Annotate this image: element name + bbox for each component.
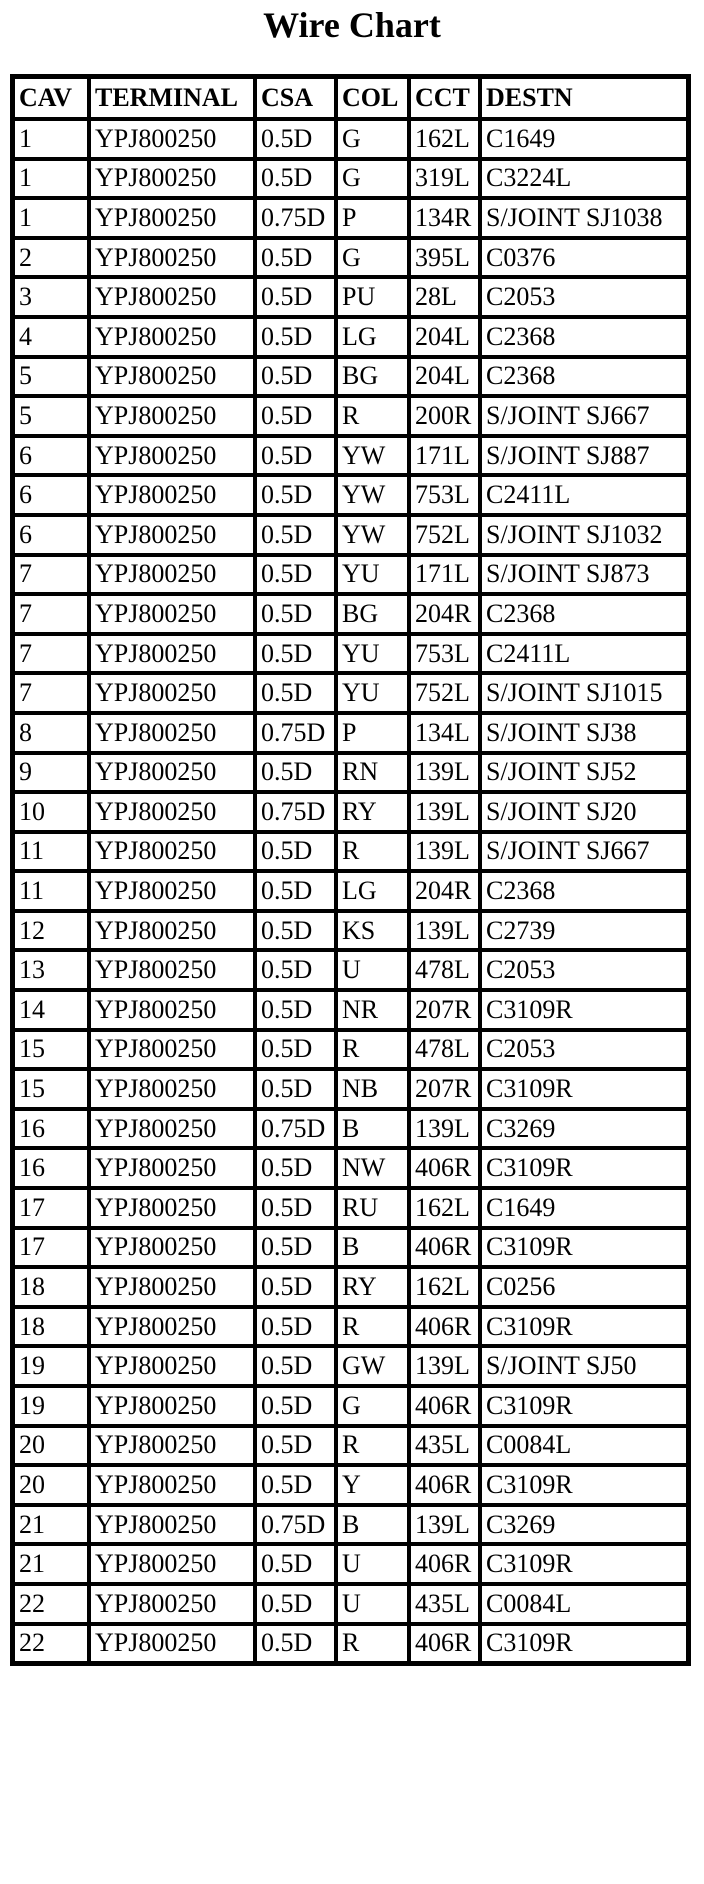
- cell-destn: S/JOINT SJ667: [480, 396, 688, 436]
- cell-terminal: YPJ800250: [89, 1505, 255, 1545]
- cell-destn: C1649: [480, 119, 688, 159]
- table-row: [13, 1465, 688, 1505]
- cell-destn: C3269: [480, 1109, 688, 1149]
- cell-cav: 21: [13, 1505, 89, 1545]
- cell-destn: C2411L: [480, 634, 688, 674]
- cell-cct: 406R: [409, 1228, 480, 1268]
- cell-destn: C0084L: [480, 1584, 688, 1624]
- cell-terminal: YPJ800250: [89, 634, 255, 674]
- cell-col: P: [336, 198, 409, 238]
- cell-destn: C3269: [480, 1505, 688, 1545]
- table-row: [13, 396, 688, 436]
- cell-destn: S/JOINT SJ873: [480, 555, 688, 595]
- cell-csa: 0.5D: [255, 1069, 336, 1109]
- cell-cct: 139L: [409, 1505, 480, 1545]
- cell-destn: C3109R: [480, 1228, 688, 1268]
- cell-csa: 0.5D: [255, 673, 336, 713]
- cell-csa: 0.5D: [255, 1544, 336, 1584]
- cell-cct: 162L: [409, 1267, 480, 1307]
- cell-terminal: YPJ800250: [89, 1584, 255, 1624]
- table-row: [13, 753, 688, 793]
- cell-cct: 406R: [409, 1148, 480, 1188]
- cell-terminal: YPJ800250: [89, 555, 255, 595]
- cell-cct: 171L: [409, 436, 480, 476]
- cell-terminal: YPJ800250: [89, 1148, 255, 1188]
- cell-cct: 139L: [409, 1346, 480, 1386]
- cell-col: YW: [336, 436, 409, 476]
- cell-col: LG: [336, 871, 409, 911]
- table-row: [13, 1030, 688, 1070]
- table-row: [13, 1307, 688, 1347]
- cell-col: GW: [336, 1346, 409, 1386]
- cell-cav: 7: [13, 594, 89, 634]
- cell-cav: 18: [13, 1267, 89, 1307]
- cell-cav: 20: [13, 1426, 89, 1466]
- cell-cct: 162L: [409, 119, 480, 159]
- cell-terminal: YPJ800250: [89, 1069, 255, 1109]
- cell-destn: C2053: [480, 950, 688, 990]
- cell-cav: 6: [13, 436, 89, 476]
- cell-csa: 0.75D: [255, 713, 336, 753]
- table-row: [13, 673, 688, 713]
- table-row: [13, 911, 688, 951]
- cell-csa: 0.5D: [255, 317, 336, 357]
- cell-cct: 406R: [409, 1624, 480, 1664]
- cell-cct: 753L: [409, 634, 480, 674]
- cell-cav: 6: [13, 475, 89, 515]
- cell-cav: 15: [13, 1030, 89, 1070]
- cell-cct: 139L: [409, 753, 480, 793]
- table-row: [13, 1346, 688, 1386]
- cell-destn: C2411L: [480, 475, 688, 515]
- table-row: [13, 1228, 688, 1268]
- table-row: [13, 555, 688, 595]
- cell-col: R: [336, 832, 409, 872]
- cell-destn: C3109R: [480, 1148, 688, 1188]
- cell-cct: 139L: [409, 832, 480, 872]
- cell-cct: 207R: [409, 990, 480, 1030]
- cell-csa: 0.5D: [255, 950, 336, 990]
- cell-cct: 171L: [409, 555, 480, 595]
- cell-cct: 204R: [409, 594, 480, 634]
- cell-cav: 10: [13, 792, 89, 832]
- cell-cav: 6: [13, 515, 89, 555]
- cell-terminal: YPJ800250: [89, 1346, 255, 1386]
- table-row: [13, 475, 688, 515]
- cell-destn: C3109R: [480, 1465, 688, 1505]
- cell-destn: C2368: [480, 871, 688, 911]
- cell-destn: S/JOINT SJ887: [480, 436, 688, 476]
- cell-csa: 0.5D: [255, 1386, 336, 1426]
- cell-csa: 0.5D: [255, 911, 336, 951]
- cell-col: P: [336, 713, 409, 753]
- cell-terminal: YPJ800250: [89, 238, 255, 278]
- cell-col: G: [336, 238, 409, 278]
- cell-col: BG: [336, 357, 409, 397]
- cell-csa: 0.5D: [255, 871, 336, 911]
- cell-destn: C0256: [480, 1267, 688, 1307]
- cell-cav: 22: [13, 1584, 89, 1624]
- cell-cct: 435L: [409, 1584, 480, 1624]
- cell-terminal: YPJ800250: [89, 357, 255, 397]
- cell-cct: 753L: [409, 475, 480, 515]
- header-csa: CSA: [255, 77, 336, 119]
- cell-terminal: YPJ800250: [89, 1544, 255, 1584]
- cell-destn: C3109R: [480, 1069, 688, 1109]
- cell-csa: 0.5D: [255, 594, 336, 634]
- table-row: [13, 198, 688, 238]
- table-row: [13, 594, 688, 634]
- table-row: [13, 1544, 688, 1584]
- cell-destn: C3109R: [480, 1307, 688, 1347]
- cell-cav: 3: [13, 277, 89, 317]
- cell-terminal: YPJ800250: [89, 1188, 255, 1228]
- cell-destn: S/JOINT SJ667: [480, 832, 688, 872]
- cell-col: R: [336, 396, 409, 436]
- cell-terminal: YPJ800250: [89, 436, 255, 476]
- cell-csa: 0.5D: [255, 1030, 336, 1070]
- cell-cav: 20: [13, 1465, 89, 1505]
- cell-cav: 1: [13, 198, 89, 238]
- cell-col: G: [336, 159, 409, 199]
- cell-col: Y: [336, 1465, 409, 1505]
- cell-cav: 17: [13, 1228, 89, 1268]
- cell-csa: 0.5D: [255, 1267, 336, 1307]
- table-row: [13, 1188, 688, 1228]
- cell-csa: 0.5D: [255, 1307, 336, 1347]
- cell-destn: S/JOINT SJ1032: [480, 515, 688, 555]
- cell-terminal: YPJ800250: [89, 792, 255, 832]
- cell-cct: 435L: [409, 1426, 480, 1466]
- cell-cav: 7: [13, 634, 89, 674]
- cell-col: B: [336, 1109, 409, 1149]
- cell-csa: 0.5D: [255, 357, 336, 397]
- header-cct: CCT: [409, 77, 480, 119]
- cell-cav: 12: [13, 911, 89, 951]
- cell-terminal: YPJ800250: [89, 753, 255, 793]
- table-body: [13, 119, 688, 1663]
- cell-col: BG: [336, 594, 409, 634]
- cell-destn: C0376: [480, 238, 688, 278]
- wire-chart-table: [10, 74, 691, 1666]
- cell-terminal: YPJ800250: [89, 1386, 255, 1426]
- cell-csa: 0.5D: [255, 277, 336, 317]
- table-row: [13, 713, 688, 753]
- cell-terminal: YPJ800250: [89, 1030, 255, 1070]
- cell-terminal: YPJ800250: [89, 1267, 255, 1307]
- cell-cct: 200R: [409, 396, 480, 436]
- cell-col: YW: [336, 475, 409, 515]
- cell-terminal: YPJ800250: [89, 594, 255, 634]
- cell-col: KS: [336, 911, 409, 951]
- cell-terminal: YPJ800250: [89, 673, 255, 713]
- cell-col: NW: [336, 1148, 409, 1188]
- table-row: [13, 1109, 688, 1149]
- cell-col: U: [336, 950, 409, 990]
- table-row: [13, 1505, 688, 1545]
- header-row: [13, 77, 688, 119]
- cell-terminal: YPJ800250: [89, 1109, 255, 1149]
- cell-cav: 14: [13, 990, 89, 1030]
- cell-cct: 406R: [409, 1544, 480, 1584]
- cell-cct: 134L: [409, 713, 480, 753]
- cell-terminal: YPJ800250: [89, 950, 255, 990]
- cell-cct: 139L: [409, 1109, 480, 1149]
- cell-csa: 0.5D: [255, 475, 336, 515]
- cell-csa: 0.5D: [255, 1148, 336, 1188]
- cell-cav: 17: [13, 1188, 89, 1228]
- cell-cct: 204L: [409, 317, 480, 357]
- table-row: [13, 317, 688, 357]
- cell-cav: 5: [13, 396, 89, 436]
- cell-cct: 752L: [409, 673, 480, 713]
- table-row: [13, 1267, 688, 1307]
- cell-csa: 0.5D: [255, 1624, 336, 1664]
- cell-csa: 0.75D: [255, 792, 336, 832]
- cell-col: RY: [336, 792, 409, 832]
- header-cav: CAV: [13, 77, 89, 119]
- cell-col: R: [336, 1426, 409, 1466]
- cell-destn: C3109R: [480, 990, 688, 1030]
- cell-terminal: YPJ800250: [89, 396, 255, 436]
- cell-col: R: [336, 1624, 409, 1664]
- cell-cct: 207R: [409, 1069, 480, 1109]
- cell-cav: 2: [13, 238, 89, 278]
- cell-csa: 0.5D: [255, 159, 336, 199]
- table-row: [13, 238, 688, 278]
- cell-destn: C0084L: [480, 1426, 688, 1466]
- table-row: [13, 1426, 688, 1466]
- table-row: [13, 357, 688, 397]
- cell-csa: 0.5D: [255, 436, 336, 476]
- table-row: [13, 1148, 688, 1188]
- cell-col: NR: [336, 990, 409, 1030]
- cell-terminal: YPJ800250: [89, 911, 255, 951]
- cell-destn: S/JOINT SJ1015: [480, 673, 688, 713]
- cell-cav: 5: [13, 357, 89, 397]
- cell-col: G: [336, 119, 409, 159]
- cell-csa: 0.5D: [255, 753, 336, 793]
- cell-cav: 4: [13, 317, 89, 357]
- cell-cav: 7: [13, 673, 89, 713]
- cell-col: R: [336, 1307, 409, 1347]
- cell-destn: S/JOINT SJ1038: [480, 198, 688, 238]
- cell-destn: C1649: [480, 1188, 688, 1228]
- table-row: [13, 871, 688, 911]
- cell-csa: 0.5D: [255, 1426, 336, 1466]
- table-row: [13, 159, 688, 199]
- cell-destn: C2739: [480, 911, 688, 951]
- cell-cav: 18: [13, 1307, 89, 1347]
- cell-col: B: [336, 1505, 409, 1545]
- cell-csa: 0.5D: [255, 119, 336, 159]
- cell-terminal: YPJ800250: [89, 832, 255, 872]
- cell-col: U: [336, 1584, 409, 1624]
- cell-cav: 8: [13, 713, 89, 753]
- cell-csa: 0.5D: [255, 555, 336, 595]
- cell-col: NB: [336, 1069, 409, 1109]
- cell-col: B: [336, 1228, 409, 1268]
- cell-col: YW: [336, 515, 409, 555]
- table-row: [13, 990, 688, 1030]
- cell-cav: 21: [13, 1544, 89, 1584]
- cell-col: PU: [336, 277, 409, 317]
- cell-cav: 22: [13, 1624, 89, 1664]
- table-row: [13, 1584, 688, 1624]
- cell-col: YU: [336, 555, 409, 595]
- cell-cct: 406R: [409, 1465, 480, 1505]
- cell-csa: 0.5D: [255, 515, 336, 555]
- cell-csa: 0.75D: [255, 198, 336, 238]
- cell-csa: 0.5D: [255, 1228, 336, 1268]
- cell-cav: 7: [13, 555, 89, 595]
- table-row: [13, 1069, 688, 1109]
- cell-cct: 162L: [409, 1188, 480, 1228]
- cell-cct: 406R: [409, 1386, 480, 1426]
- table-row: [13, 950, 688, 990]
- cell-destn: S/JOINT SJ38: [480, 713, 688, 753]
- cell-destn: S/JOINT SJ20: [480, 792, 688, 832]
- cell-terminal: YPJ800250: [89, 159, 255, 199]
- cell-destn: C3109R: [480, 1386, 688, 1426]
- cell-col: R: [336, 1030, 409, 1070]
- cell-terminal: YPJ800250: [89, 1624, 255, 1664]
- cell-cct: 204L: [409, 357, 480, 397]
- cell-destn: C2053: [480, 1030, 688, 1070]
- cell-cct: 319L: [409, 159, 480, 199]
- cell-col: YU: [336, 673, 409, 713]
- cell-terminal: YPJ800250: [89, 317, 255, 357]
- header-destn: DESTN: [480, 77, 688, 119]
- table-row: [13, 634, 688, 674]
- cell-cav: 19: [13, 1346, 89, 1386]
- table-header: [13, 77, 688, 119]
- cell-col: G: [336, 1386, 409, 1426]
- cell-cct: 139L: [409, 792, 480, 832]
- cell-cct: 406R: [409, 1307, 480, 1347]
- cell-cav: 9: [13, 753, 89, 793]
- cell-csa: 0.5D: [255, 1188, 336, 1228]
- cell-terminal: YPJ800250: [89, 1307, 255, 1347]
- table-row: [13, 277, 688, 317]
- cell-col: LG: [336, 317, 409, 357]
- cell-col: U: [336, 1544, 409, 1584]
- header-terminal: TERMINAL: [89, 77, 255, 119]
- table-row: [13, 1386, 688, 1426]
- table-row: [13, 436, 688, 476]
- cell-cav: 13: [13, 950, 89, 990]
- cell-terminal: YPJ800250: [89, 119, 255, 159]
- cell-destn: S/JOINT SJ52: [480, 753, 688, 793]
- cell-terminal: YPJ800250: [89, 1426, 255, 1466]
- cell-cav: 16: [13, 1148, 89, 1188]
- cell-destn: C3109R: [480, 1544, 688, 1584]
- cell-cav: 11: [13, 832, 89, 872]
- cell-destn: C2368: [480, 357, 688, 397]
- table-row: [13, 832, 688, 872]
- cell-cav: 1: [13, 119, 89, 159]
- cell-destn: C2368: [480, 594, 688, 634]
- cell-destn: C2053: [480, 277, 688, 317]
- cell-csa: 0.5D: [255, 238, 336, 278]
- cell-cct: 478L: [409, 1030, 480, 1070]
- cell-terminal: YPJ800250: [89, 1228, 255, 1268]
- cell-destn: C3224L: [480, 159, 688, 199]
- cell-terminal: YPJ800250: [89, 990, 255, 1030]
- table-row: [13, 515, 688, 555]
- cell-cct: 139L: [409, 911, 480, 951]
- table-row: [13, 1624, 688, 1664]
- cell-terminal: YPJ800250: [89, 198, 255, 238]
- cell-csa: 0.75D: [255, 1505, 336, 1545]
- cell-csa: 0.5D: [255, 396, 336, 436]
- cell-cct: 752L: [409, 515, 480, 555]
- cell-col: YU: [336, 634, 409, 674]
- cell-cav: 19: [13, 1386, 89, 1426]
- table-row: [13, 119, 688, 159]
- cell-csa: 0.75D: [255, 1109, 336, 1149]
- cell-terminal: YPJ800250: [89, 515, 255, 555]
- cell-cav: 1: [13, 159, 89, 199]
- header-col: COL: [336, 77, 409, 119]
- cell-terminal: YPJ800250: [89, 1465, 255, 1505]
- cell-cct: 478L: [409, 950, 480, 990]
- cell-cav: 15: [13, 1069, 89, 1109]
- cell-csa: 0.5D: [255, 634, 336, 674]
- cell-destn: C2368: [480, 317, 688, 357]
- cell-col: RN: [336, 753, 409, 793]
- cell-terminal: YPJ800250: [89, 475, 255, 515]
- cell-csa: 0.5D: [255, 832, 336, 872]
- cell-col: RU: [336, 1188, 409, 1228]
- cell-terminal: YPJ800250: [89, 277, 255, 317]
- cell-cct: 204R: [409, 871, 480, 911]
- cell-cct: 395L: [409, 238, 480, 278]
- cell-terminal: YPJ800250: [89, 713, 255, 753]
- cell-cav: 11: [13, 871, 89, 911]
- cell-destn: S/JOINT SJ50: [480, 1346, 688, 1386]
- cell-csa: 0.5D: [255, 990, 336, 1030]
- table-row: [13, 792, 688, 832]
- cell-csa: 0.5D: [255, 1346, 336, 1386]
- cell-cav: 16: [13, 1109, 89, 1149]
- cell-cct: 28L: [409, 277, 480, 317]
- cell-destn: C3109R: [480, 1624, 688, 1664]
- cell-csa: 0.5D: [255, 1465, 336, 1505]
- cell-cct: 134R: [409, 198, 480, 238]
- cell-col: RY: [336, 1267, 409, 1307]
- cell-terminal: YPJ800250: [89, 871, 255, 911]
- page-title: Wire Chart: [263, 5, 441, 45]
- cell-csa: 0.5D: [255, 1584, 336, 1624]
